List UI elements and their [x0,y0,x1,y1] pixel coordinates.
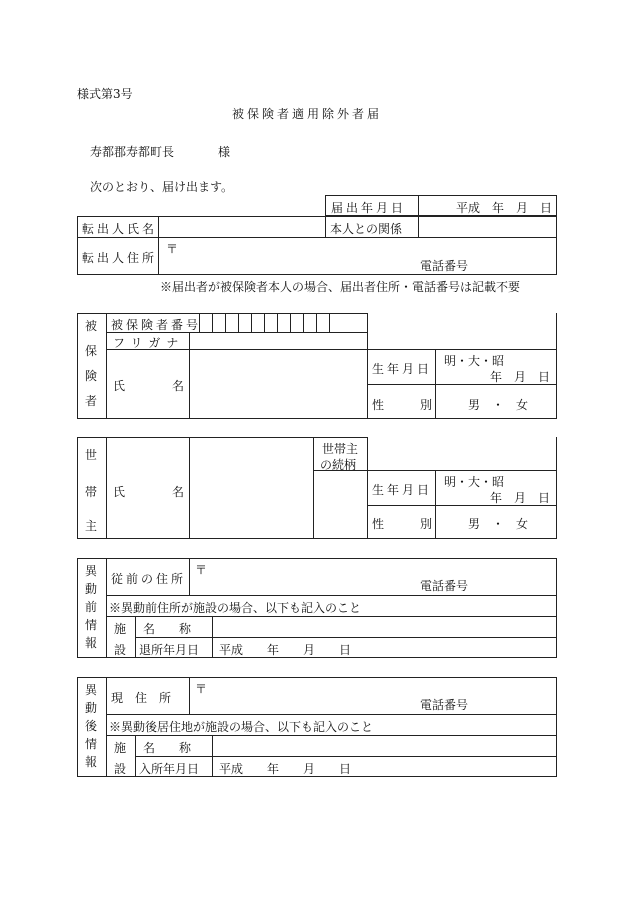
householder-gender-label-2: 別 [420,517,433,531]
householder-side-2: 帯 [85,485,98,499]
insured-side-label: 被 保 険 者 [84,319,97,408]
after-facility-name-label: 名 称 [143,741,192,755]
before-facility-name-field[interactable] [214,618,555,636]
postal-mark: 〒 [166,242,179,256]
after-facility-label-1: 施 [114,741,127,755]
addressee-name: 寿都郡寿都町長 [90,145,175,159]
after-phone-label: 電話番号 [420,698,469,712]
householder-dob-label: 生年月日 [372,483,433,497]
householder-gender-label-1: 性 [372,517,385,531]
householder-side-3: 主 [85,519,98,533]
householder-dob-ymd[interactable]: 年 月 日 [490,491,551,505]
filer-name-label: 転出人氏名 [82,222,158,236]
after-date-label: 入所年月日 [139,762,200,776]
addressee-honorific: 様 [218,145,231,159]
before-facility-name-label: 名 称 [143,622,192,636]
householder-name-label-1: 氏 [113,485,126,499]
before-date-label: 退所年月日 [139,643,200,657]
after-move-side-label: 異 動 後 情 報 [84,683,97,769]
insured-name-label-1: 氏 [113,379,126,393]
insured-gender-label-2: 別 [420,398,433,412]
before-date-value[interactable]: 平成 年 月 日 [219,643,352,657]
after-facility-label-2: 設 [114,762,127,776]
householder-side-1: 世 [85,448,98,462]
before-phone-label: 電話番号 [420,579,469,593]
filing-date-label: 届出年月日 [331,201,407,215]
filer-name-field[interactable] [160,218,323,236]
householder-name-field[interactable] [191,439,311,537]
householder-name-label-2: 名 [172,485,185,499]
after-facility-note: ※異動後居住地が施設の場合、以下も記入のこと [109,720,374,734]
after-address-label: 現 住 所 [111,691,172,705]
intro-text: 次のとおり、届け出ます。 [90,180,234,194]
relation-field[interactable] [420,218,555,236]
insured-gender-options[interactable]: 男 ・ 女 [468,398,529,412]
phone-label: 電話番号 [420,259,469,273]
before-postal-mark: 〒 [195,563,208,577]
filer-note: ※届出者が被保険者本人の場合、届出者住所・電話番号は記載不要 [160,280,521,294]
householder-relation-label-1: 世帯主 [322,442,359,456]
insured-dob-label: 生年月日 [372,362,433,376]
insured-name-field[interactable] [191,351,366,418]
after-facility-name-field[interactable] [214,737,555,755]
before-move-side-label: 異 動 前 情 報 [84,564,97,650]
before-facility-note: ※異動前住所が施設の場合、以下も記入のこと [109,601,362,615]
filer-address-label: 転出人住所 [82,251,158,265]
insured-name-label-2: 名 [172,379,185,393]
form-number: 様式第3号 [77,87,133,101]
insured-number-field[interactable] [200,314,328,331]
before-address-field[interactable] [191,560,555,594]
insured-era-options[interactable]: 明・大・昭 [444,354,505,368]
before-facility-label-1: 施 [114,622,127,636]
householder-relation-label-2: の続柄 [320,458,357,472]
insured-number-label: 被保険者番号 [111,318,202,332]
householder-era-options[interactable]: 明・大・昭 [444,475,505,489]
before-facility-label-2: 設 [114,643,127,657]
householder-gender-options[interactable]: 男 ・ 女 [468,517,529,531]
after-address-field[interactable] [191,679,555,713]
before-address-label: 従前の住所 [111,572,187,586]
after-postal-mark: 〒 [195,682,208,696]
relation-label: 本人との関係 [330,222,403,236]
filing-date-value[interactable]: 平成 年 月 日 [456,201,553,215]
after-date-value[interactable]: 平成 年 月 日 [219,762,352,776]
householder-relation-field[interactable] [315,472,365,537]
insured-dob-ymd[interactable]: 年 月 日 [490,370,551,384]
furigana-label: フリガナ [113,336,185,350]
form-title: 被保険者適用除外者届 [232,107,383,121]
insured-gender-label-1: 性 [372,398,385,412]
